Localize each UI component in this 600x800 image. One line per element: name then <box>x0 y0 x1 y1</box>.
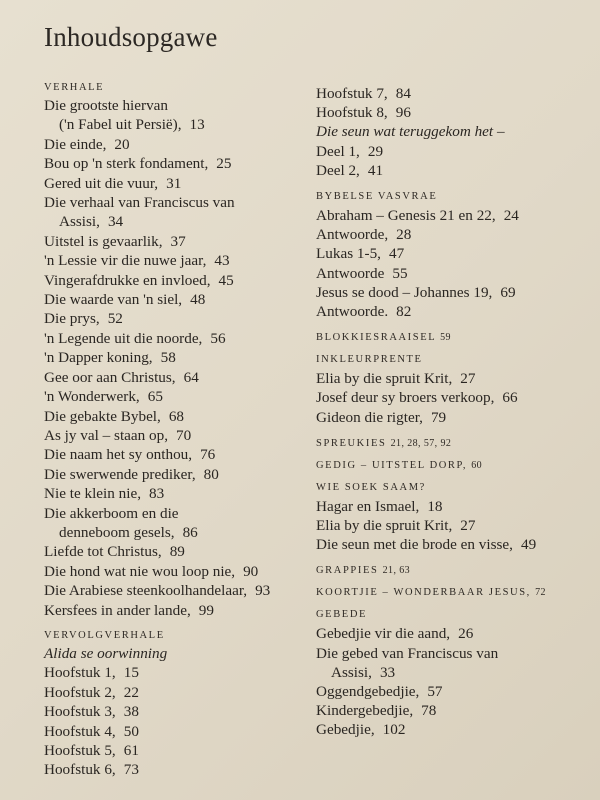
toc-entry-page: 41 <box>367 161 384 179</box>
toc-entry <box>316 283 586 302</box>
toc-entry <box>316 535 586 554</box>
toc-entry <box>44 562 304 581</box>
toc-entry-page: 61 <box>123 742 139 759</box>
toc-entry <box>44 702 304 721</box>
toc-entry-title: Die waarde van 'n siel, <box>44 291 183 309</box>
toc-entry-title: Hoofstuk 1, <box>44 664 116 682</box>
toc-entry <box>44 542 304 561</box>
section-heading-koortjie <box>316 587 586 598</box>
section-heading-gebede: GEBEDE <box>316 609 368 621</box>
toc-entry <box>44 426 304 445</box>
toc-entry-title: Liefde tot Christus, <box>44 543 162 561</box>
toc-entry-page: 83 <box>149 485 165 503</box>
list-inkleur <box>316 369 586 427</box>
grappies-pages: 21, 63 <box>382 565 411 577</box>
toc-entry-page: 48 <box>190 291 206 309</box>
toc-entry-title: Gebedjie, <box>316 721 375 739</box>
toc-entry-title: Die Arabiese steenkoolhandelaar, <box>44 582 248 600</box>
toc-entry-title: Vingerafdrukke en invloed, <box>44 271 211 289</box>
toc-entry <box>316 624 586 643</box>
toc-entry <box>44 683 304 702</box>
toc-entry-page: 24 <box>503 207 519 225</box>
section-heading-vervolgverhale: VERVOLGVERHALE <box>44 629 165 641</box>
toc-entry <box>44 581 304 600</box>
toc-entry-title: Die naam het sy onthou, <box>44 446 193 464</box>
toc-entry-page: 38 <box>123 703 139 721</box>
spreukies-pages: 21, 28, 57, 92 <box>390 437 452 449</box>
toc-entry-page: 34 <box>107 213 124 231</box>
toc-entry <box>316 497 586 516</box>
toc-entry-page: 33 <box>379 663 396 681</box>
toc-entry-page: 20 <box>114 135 130 153</box>
toc-entry <box>44 663 304 682</box>
toc-entry-title: Die gebakte Bybel, <box>44 407 161 425</box>
toc-entry <box>44 290 304 309</box>
toc-entry-title: Deel 1, <box>316 142 360 160</box>
toc-entry-page: 78 <box>421 702 437 720</box>
toc-entry <box>316 244 586 263</box>
toc-entry <box>44 154 304 173</box>
toc-entry-page: 18 <box>427 497 443 515</box>
toc-entry-title: Kersfees in ander lande, <box>44 601 191 619</box>
toc-entry-page: 47 <box>388 245 405 263</box>
toc-entry-title: Hoofstuk 5, <box>44 742 116 759</box>
toc-entry <box>316 516 586 535</box>
toc-entry-page: 65 <box>147 388 163 406</box>
toc-entry-title: 'n Wonderwerk, <box>44 388 140 406</box>
toc-entry <box>44 465 304 484</box>
serial-title-seun: Die seun wat teruggekom het – <box>316 123 505 141</box>
toc-entry <box>44 193 304 212</box>
toc-entry-title: Hoofstuk 8, <box>316 104 388 122</box>
toc-entry-page: 26 <box>458 625 474 643</box>
toc-entry <box>44 484 304 503</box>
list-vervolg <box>44 663 304 779</box>
list-hoofstuk-cont <box>316 84 586 122</box>
toc-entry <box>44 601 304 620</box>
toc-entry <box>44 271 304 290</box>
toc-entry-title: Gee oor aan Christus, <box>44 368 176 386</box>
toc-entry-title: Elia by die spruit Krit, <box>316 517 453 535</box>
toc-entry <box>44 115 304 134</box>
toc-entry <box>44 348 304 367</box>
toc-entry-page: 96 <box>395 104 411 122</box>
toc-entry-page: 86 <box>182 523 198 541</box>
section-heading-bybelse: BYBELSE VASVRAE <box>316 191 438 203</box>
section-heading-verhale: VERHALE <box>44 82 105 93</box>
toc-entry <box>316 408 586 427</box>
grappies-label: GRAPPIES <box>316 565 379 577</box>
toc-entry <box>316 161 586 180</box>
toc-entry <box>44 251 304 270</box>
toc-entry <box>316 720 586 739</box>
toc-entry-page: 84 <box>395 85 411 102</box>
section-heading-grappies <box>316 565 586 576</box>
toc-entry <box>44 309 304 328</box>
list-wiesoek <box>316 497 586 555</box>
toc-entry-page: 15 <box>123 664 139 682</box>
koortjie-label: KOORTJIE – WONDERBAAR JESUS, <box>316 587 531 599</box>
toc-entry <box>316 663 586 682</box>
toc-entry-page: 28 <box>396 226 412 244</box>
toc-entry-page: 49 <box>520 536 537 554</box>
right-column <box>316 84 586 740</box>
toc-entry-title: Oggendgebedjie, <box>316 683 420 701</box>
toc-entry <box>316 84 586 103</box>
toc-entry <box>316 701 586 720</box>
toc-entry-title: Die verhaal van Franciscus van <box>44 194 235 212</box>
toc-entry <box>44 407 304 426</box>
toc-entry <box>316 388 586 407</box>
toc-entry-title: Die prys, <box>44 310 100 328</box>
toc-entry-page: 43 <box>214 252 230 270</box>
left-column <box>44 74 304 780</box>
toc-entry <box>316 206 586 225</box>
toc-entry-page: 66 <box>502 389 518 407</box>
toc-entry-title: Assisi, <box>331 663 372 681</box>
list-verhale <box>44 96 304 620</box>
page-title: Inhoudsopgawe <box>44 22 218 52</box>
toc-entry-title: Jesus se dood – Johannes 19, <box>316 283 493 301</box>
toc-entry <box>44 741 304 760</box>
toc-entry-page: 27 <box>460 517 476 535</box>
toc-entry <box>316 302 586 321</box>
toc-entry <box>44 760 304 779</box>
toc-entry-page: 45 <box>218 271 234 289</box>
toc-entry-title: Hoofstuk 3, <box>44 703 116 721</box>
toc-entry <box>316 103 586 122</box>
toc-entry-page: 80 <box>203 465 219 483</box>
toc-entry-page: 52 <box>107 310 123 328</box>
toc-entry <box>44 329 304 348</box>
toc-entry <box>44 96 304 115</box>
toc-entry-page: 102 <box>382 721 406 739</box>
toc-entry-page: 27 <box>460 370 476 388</box>
toc-entry <box>316 644 586 663</box>
toc-entry-title: Bou op 'n sterk fondament, <box>44 155 209 173</box>
toc-entry-title: Abraham – Genesis 21 en 22, <box>316 207 496 225</box>
toc-entry-page: 76 <box>200 446 216 464</box>
toc-entry-title: Josef deur sy broers verkoop, <box>316 389 495 407</box>
toc-entry <box>44 232 304 251</box>
toc-entry-title: 'n Legende uit die noorde, <box>44 329 203 347</box>
toc-entry-title: Hoofstuk 7, <box>316 85 388 102</box>
toc-entry-title: Die akkerboom en die <box>44 504 179 522</box>
list-seun <box>316 142 586 180</box>
gedig-pages: 60 <box>471 459 483 471</box>
koortjie-pages: 72 <box>535 587 546 599</box>
toc-entry-title: Kindergebedjie, <box>316 702 414 720</box>
toc-entry-page: 56 <box>210 329 226 347</box>
toc-entry-title: Deel 2, <box>316 161 360 179</box>
toc-entry-title: Hoofstuk 4, <box>44 722 116 740</box>
toc-entry-title: Antwoorde, <box>316 226 389 244</box>
toc-entry-page: 25 <box>216 155 232 173</box>
toc-entry-page: 55 <box>392 264 408 282</box>
section-heading-blokkies <box>316 332 586 343</box>
toc-entry-title: Die gebed van Franciscus van <box>316 644 499 662</box>
toc-entry-page: 29 <box>367 142 384 160</box>
toc-entry-title: ('n Fabel uit Persië), <box>59 116 182 134</box>
toc-entry-page: 31 <box>166 174 182 192</box>
toc-entry <box>44 135 304 154</box>
toc-entry <box>44 368 304 387</box>
toc-entry-title: 'n Dapper koning, <box>44 349 153 367</box>
toc-entry-title: Assisi, <box>59 213 100 231</box>
section-heading-inkleur: INKLEURPRENTE <box>316 354 423 366</box>
toc-entry <box>44 212 304 231</box>
toc-entry-title: As jy val – staan op, <box>44 426 169 444</box>
toc-entry-page: 13 <box>189 116 205 134</box>
toc-entry-title: Lukas 1-5, <box>316 245 381 263</box>
toc-entry-title: Die hond wat nie wou loop nie, <box>44 562 236 580</box>
toc-entry <box>316 369 586 388</box>
blokkies-pages: 59 <box>440 332 451 344</box>
toc-entry-page: 69 <box>500 283 516 301</box>
toc-entry-title: Die seun met die brode en visse, <box>316 536 513 554</box>
toc-entry-page: 22 <box>123 683 139 701</box>
toc-entry-page: 57 <box>427 683 443 701</box>
toc-entry-title: Hagar en Ismael, <box>316 497 420 515</box>
toc-entry-page: 73 <box>123 761 139 779</box>
toc-entry-page: 82 <box>396 303 412 321</box>
list-gebede <box>316 624 586 739</box>
section-heading-gedig <box>316 460 586 471</box>
toc-entry-page: 90 <box>243 562 259 580</box>
toc-entry <box>44 174 304 193</box>
serial-title-alida: Alida se oorwinning <box>44 644 168 662</box>
toc-entry <box>44 504 304 523</box>
toc-entry-title: Gideon die rigter, <box>316 408 423 426</box>
toc-entry <box>44 387 304 406</box>
toc-entry-page: 68 <box>168 407 185 425</box>
toc-entry-page: 89 <box>169 543 185 561</box>
toc-entry-page: 37 <box>170 232 186 250</box>
toc-entry <box>316 264 586 283</box>
gedig-label: GEDIG – UITSTEL DORP, <box>316 459 468 471</box>
toc-entry-title: Die swerwende prediker, <box>44 465 196 483</box>
toc-entry-title: Gebedjie vir die aand, <box>316 625 451 643</box>
blokkies-label: BLOKKIESRAAISEL <box>316 332 436 344</box>
toc-entry-page: 93 <box>255 582 271 600</box>
toc-entry-page: 50 <box>123 722 139 740</box>
toc-entry-title: Nie te klein nie, <box>44 485 141 503</box>
toc-entry-page: 70 <box>176 426 192 444</box>
toc-entry <box>44 722 304 741</box>
toc-entry-title: Hoofstuk 6, <box>44 761 116 779</box>
toc-entry-page: 79 <box>430 408 447 426</box>
toc-entry-title: Die grootste hiervan <box>44 97 168 114</box>
list-bybelse <box>316 206 586 321</box>
toc-entry-page: 58 <box>160 349 176 367</box>
toc-entry-title: Antwoorde. <box>316 303 389 321</box>
toc-entry <box>44 523 304 542</box>
toc-entry <box>316 142 586 161</box>
toc-entry-title: Gered uit die vuur, <box>44 174 159 192</box>
toc-entry <box>316 225 586 244</box>
toc-entry-title: 'n Lessie vir die nuwe jaar, <box>44 252 207 270</box>
toc-entry-title: Elia by die spruit Krit, <box>316 370 453 388</box>
toc-entry-title: Die einde, <box>44 135 107 153</box>
toc-entry-page: 64 <box>183 368 199 386</box>
section-heading-wiesoek: WIE SOEK SAAM? <box>316 481 426 493</box>
toc-entry-title: denneboom gesels, <box>59 523 175 541</box>
toc-entry-title: Antwoorde <box>316 264 385 282</box>
toc-entry-page: 99 <box>198 601 214 619</box>
section-heading-spreukies <box>316 438 586 449</box>
toc-entry-title: Uitstel is gevaarlik, <box>44 232 163 250</box>
toc-entry-title: Hoofstuk 2, <box>44 683 116 701</box>
spreukies-label: SPREUKIES <box>316 437 387 449</box>
toc-entry <box>44 445 304 464</box>
toc-entry <box>316 682 586 701</box>
